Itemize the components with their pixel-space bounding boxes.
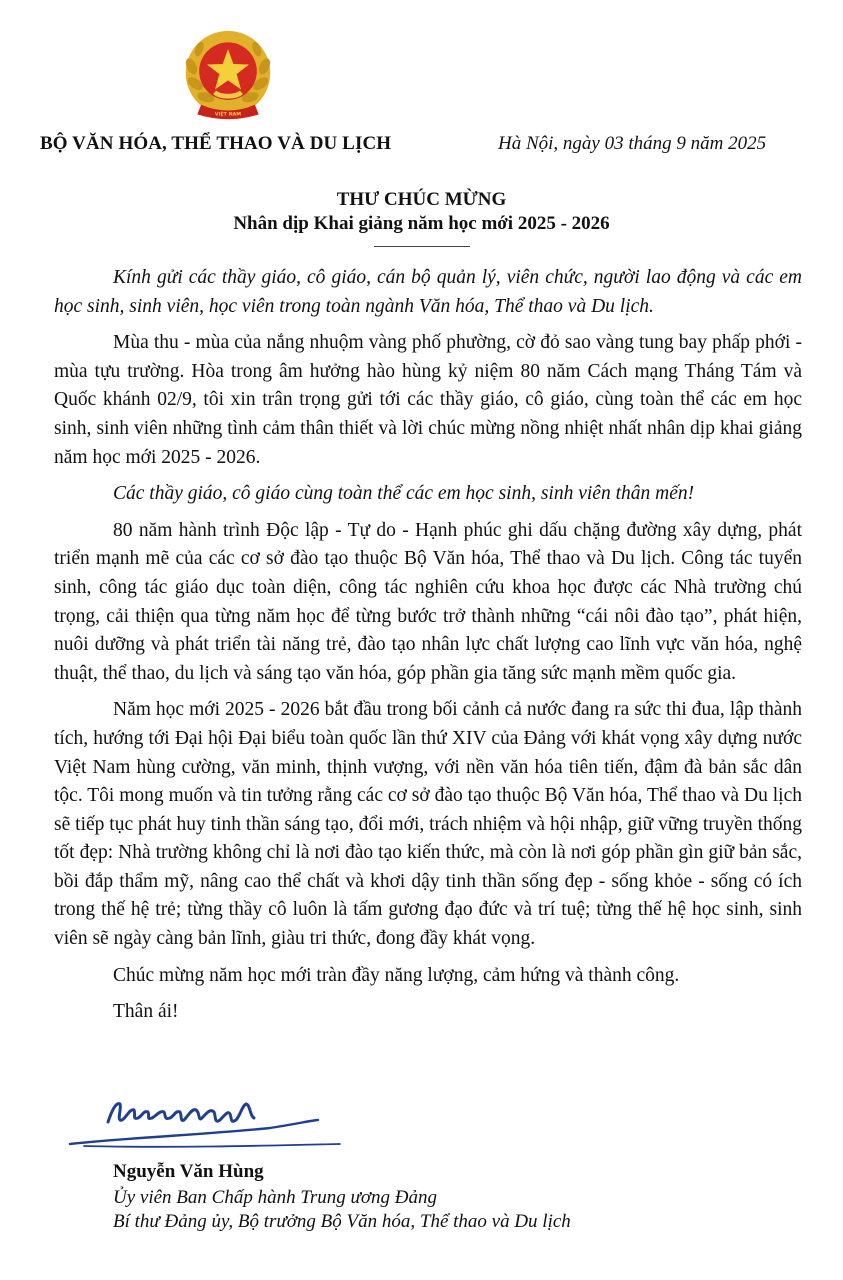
svg-text:VIỆT NAM: VIỆT NAM (214, 112, 242, 118)
signer-name: Nguyễn Văn Hùng (113, 1161, 264, 1182)
letter-heading (0, 188, 843, 247)
ministry-name: BỘ VĂN HÓA, THỂ THAO VÀ DU LỊCH (40, 133, 392, 154)
title-divider (374, 246, 470, 247)
address-paragraph: Các thầy giáo, cô giáo cùng toàn thể các em học sinh, sinh viên thân mến! (113, 483, 695, 505)
salutation-paragraph: Kính gửi các thầy giáo, cô giáo, cán bộ quản lý, viên chức, người lao động và các em học sinh, sinh viên, học viên trong toàn ngành Văn hóa, Thể thao và Du lịch. (54, 267, 802, 317)
place-date: Hà Nội, ngày 03 tháng 9 năm 2025 (498, 133, 767, 154)
signer-title-ministry: Bí thư Đảng ủy, Bộ trưởng Bộ Văn hóa, Thể thao và Du lịch (113, 1211, 571, 1232)
closing-greeting: Thân ái! (113, 1001, 179, 1023)
body-paragraph: Năm học mới 2025 - 2026 bắt đầu trong bối cảnh cả nước đang ra sức thi đua, lập thành tích, hướng tới Đại hội Đại biểu toàn quốc lần thứ XIV của Đảng với khát vọng xây dựng nước Việt Nam hùng cường, văn minh, thịnh vượng, với nền văn hóa tiên tiến, đậm đà bản sắc dân tộc. Tôi mong muốn và tin tưởng rằng các cơ sở đào tạo thuộc Bộ Văn hóa, Thể thao và Du lịch sẽ tiếp tục phát huy tinh thần sáng tạo, đổi mới, trách nhiệm và hội nhập, giữ vững truyền thống tốt đẹp: Nhà trường không chỉ là nơi đào tạo kiến thức, mà còn là nơi góp phần gìn giữ bản sắc, bồi đắp thẩm mỹ, nâng cao thể chất và khơi dậy tinh thần sống đẹp - sống khỏe - sống có ích trong thế hệ trẻ; từng thầy cô luôn là tấm gương đạo đức và trí tuệ; từng thế hệ học sinh, sinh viên sẽ ngày càng bản lĩnh, giàu tri thức, đong đầy khát vọng. (54, 699, 802, 950)
body-paragraph: 80 năm hành trình Độc lập - Tự do - Hạnh phúc ghi dấu chặng đường xây dựng, phát triển mạnh mẽ của các cơ sở đào tạo thuộc Bộ Văn hóa, Thể thao và Du lịch. Công tác tuyển sinh, công tác giáo dục toàn diện, công tác nghiên cứu khoa học được các Nhà trường chú trọng, cải thiện qua từng năm học để từng bước trở thành những “cái nôi đào tạo”, phát hiện, nuôi dưỡng và phát triển tài năng trẻ, đào tạo nhân lực chất lượng cao lĩnh vực văn hóa, nghệ thuật, thể thao, du lịch và sáng tạo văn hóa, góp phần gia tăng sức mạnh mềm quốc gia. (54, 519, 802, 684)
national-emblem-icon (180, 28, 276, 124)
body-paragraph: Mùa thu - mùa của nắng nhuộm vàng phố phường, cờ đỏ sao vàng tung bay phấp phới - mùa tựu trường. Hòa trong âm hưởng hào hùng kỷ niệm 80 năm Cách mạng Tháng Tám và Quốc khánh 02/9, tôi xin trân trọng gửi tới các thầy giáo, cô giáo, cùng toàn thể các em học sinh, sinh viên những tình cảm thân thiết và lời chúc mừng nồng nhiệt nhất nhân dịp khai giảng năm học mới 2025 - 2026. (54, 332, 802, 468)
letter-body (54, 264, 802, 1035)
signer-title-party: Ủy viên Ban Chấp hành Trung ương Đảng (113, 1187, 437, 1208)
letter-title: THƯ CHÚC MỪNG (336, 189, 507, 210)
handwritten-signature-icon (64, 1088, 354, 1150)
closing-wish: Chúc mừng năm học mới tràn đầy năng lượng, cảm hứng và thành công. (113, 964, 680, 986)
letter-subtitle: Nhân dịp Khai giảng năm học mới 2025 - 2026 (233, 213, 610, 234)
